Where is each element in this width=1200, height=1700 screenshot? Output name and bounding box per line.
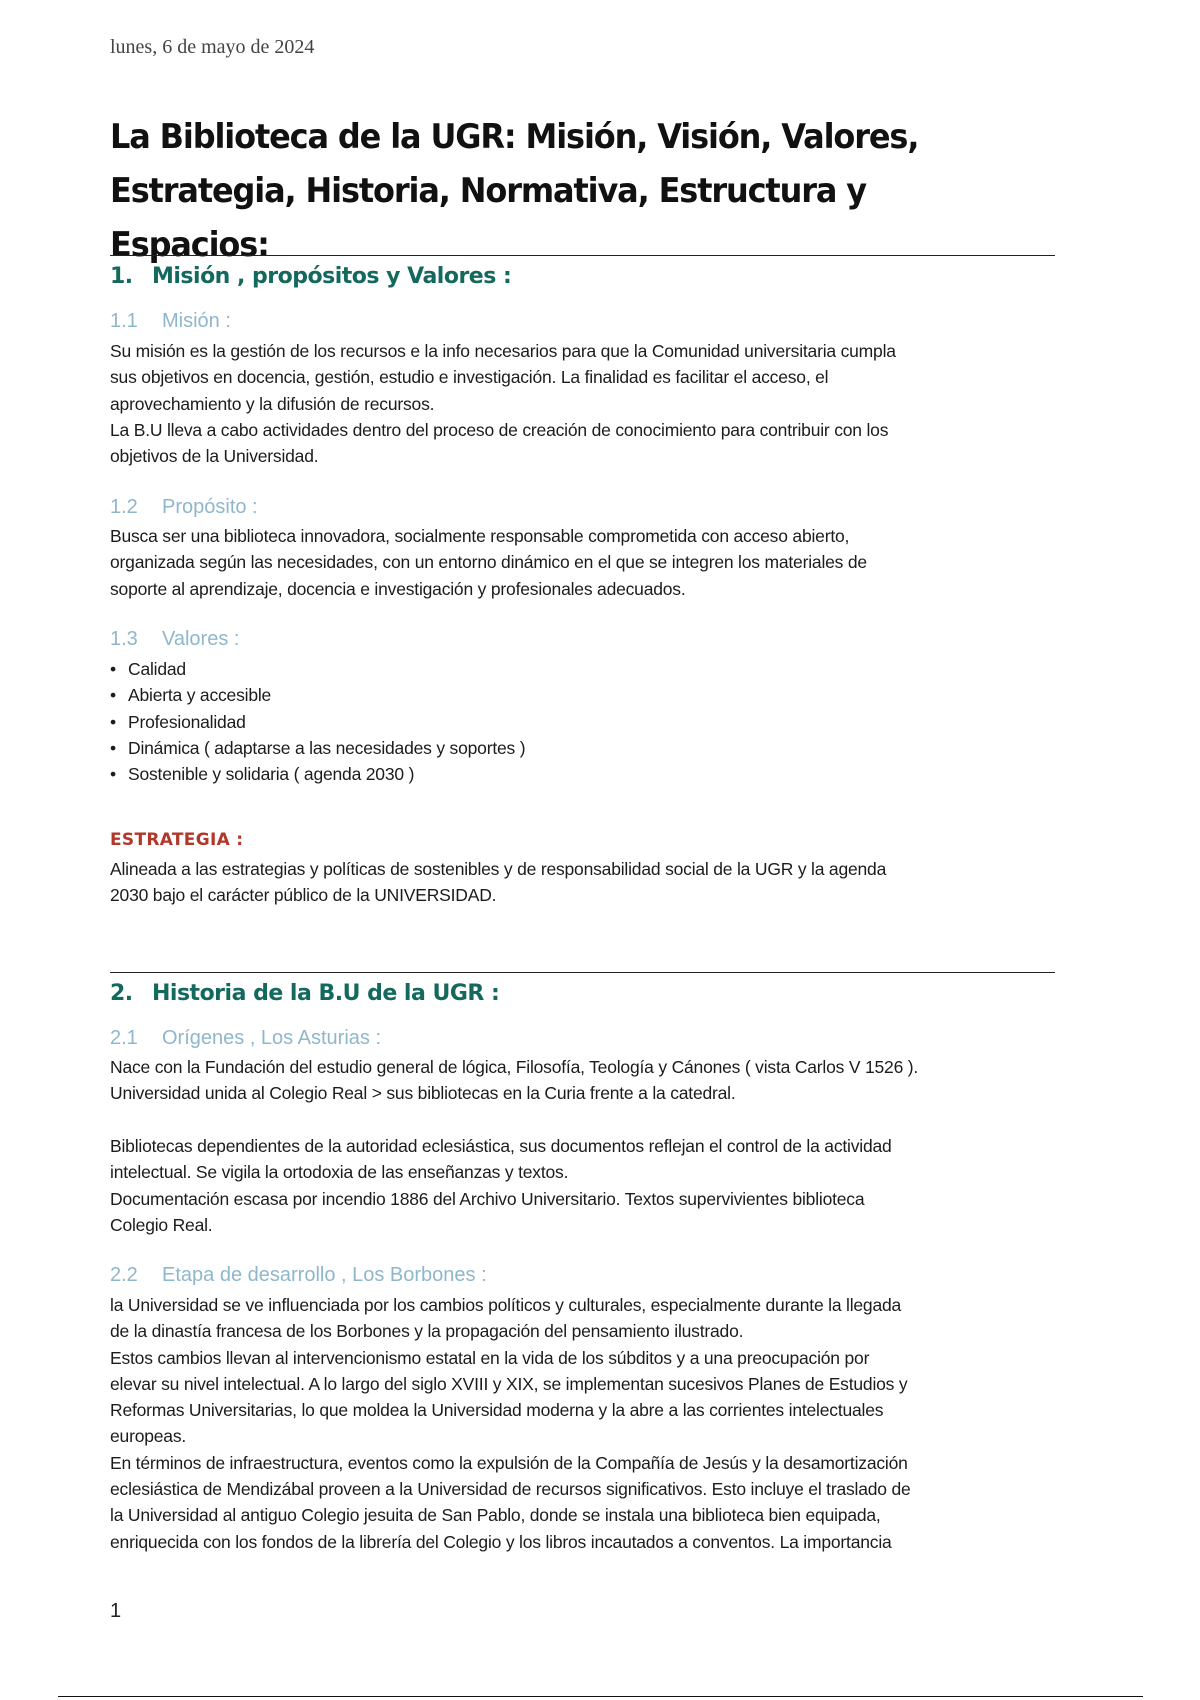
- valores-list: [110, 656, 1060, 787]
- text-line: europeas.: [110, 1426, 187, 1447]
- list-item: • Dinámica ( adaptarse a las necesidades y soportes ): [110, 735, 1060, 761]
- borbones-paragraph: [110, 1292, 1060, 1555]
- text-line: En términos de infraestructura, eventos como la expulsión de la Compañía de Jesús y la desamortización: [110, 1452, 908, 1473]
- subsection-2-2-title: Etapa de desarrollo , Los Borbones :: [162, 1264, 487, 1286]
- subsection-1-1-number: 1.1: [110, 310, 138, 332]
- text-line: Bibliotecas dependientes de la autoridad eclesiástica, sus documentos reflejan el control de la actividad: [110, 1136, 892, 1156]
- subsection-2-1-number: 2.1: [110, 1027, 138, 1049]
- estrategia-paragraph: [110, 856, 1060, 909]
- subsection-1-2-heading: [110, 496, 258, 519]
- list-item: • Calidad: [110, 656, 1060, 682]
- subsection-1-1-title: Misión :: [162, 310, 231, 332]
- text-line: la Universidad se ve influenciada por los cambios políticos y culturales, especialmente durante la llegada: [110, 1295, 902, 1315]
- subsection-1-1-heading: [110, 310, 231, 333]
- subsection-1-2-number: 1.2: [110, 496, 138, 518]
- text-line: eclesiástica de Mendizábal proveen a la Universidad de recursos significativos. Esto incluye el traslado de: [110, 1479, 911, 1500]
- section-2-heading: [110, 981, 499, 1006]
- footer-divider: [58, 1696, 1143, 1697]
- text-line: la Universidad al antiguo Colegio jesuita de San Pablo, donde se instala una biblioteca bien equipada,: [110, 1505, 881, 1526]
- section-2-title: Historia de la B.U de la UGR :: [152, 981, 500, 1006]
- list-item: • Sostenible y solidaria ( agenda 2030 ): [110, 761, 1060, 787]
- text-line: Alineada a las estrategias y políticas de sostenibles y de responsabilidad social de la UGR y la agenda: [110, 859, 887, 879]
- list-item: • Abierta y accesible: [110, 682, 1060, 708]
- document-title: La Biblioteca de la UGR: Misión, Visión, Valores, Estrategia, Historia, Normativa, Estructura y Espacios:: [110, 117, 919, 265]
- text-line: Documentación escasa por incendio 1886 del Archivo Universitario. Textos supervivientes biblioteca: [110, 1188, 865, 1209]
- section-2-number: 2.: [110, 981, 133, 1006]
- subsection-2-1-heading: [110, 1027, 381, 1050]
- mision-paragraph: [110, 338, 1060, 469]
- text-line: Colegio Real.: [110, 1214, 213, 1235]
- text-line: sus objetivos en docencia, gestión, estudio e investigación. La finalidad es facilitar el acceso, el: [110, 367, 829, 388]
- subsection-1-3-title: Valores :: [162, 628, 240, 650]
- text-line: Busca ser una biblioteca innovadora, socialmente responsable comprometida con acceso abierto,: [110, 526, 850, 546]
- text-line: Estos cambios llevan al intervencionismo estatal en la vida de los súbditos y a una preocupación por: [110, 1347, 870, 1368]
- subsection-1-2-title: Propósito :: [162, 496, 258, 518]
- text-line: de la dinastía francesa de los Borbones y la propagación del pensamiento ilustrado.: [110, 1321, 744, 1342]
- text-line: Reformas Universitarias, lo que moldea la Universidad moderna y la abre a las corrientes intelectuales: [110, 1400, 884, 1421]
- text-line: La B.U lleva a cabo actividades dentro del proceso de creación de conocimiento para contribuir con los: [110, 419, 889, 440]
- subsection-1-3-heading: [110, 628, 239, 651]
- text-line: soporte al aprendizaje, docencia e investigación y profesionales adecuados.: [110, 578, 686, 599]
- section-divider: [110, 972, 1055, 973]
- text-line: intelectual. Se vigila la ortodoxia de las enseñanzas y textos.: [110, 1162, 569, 1183]
- subsection-1-3-number: 1.3: [110, 628, 138, 650]
- estrategia-heading: ESTRATEGIA :: [110, 830, 244, 850]
- document-date: lunes, 6 de mayo de 2024: [110, 36, 315, 58]
- origenes-paragraph-1: [110, 1054, 1060, 1107]
- section-1-title: Misión , propósitos y Valores :: [152, 264, 512, 289]
- proposito-paragraph: [110, 523, 1060, 602]
- subsection-2-2-number: 2.2: [110, 1264, 138, 1286]
- origenes-paragraph-2: [110, 1133, 1060, 1238]
- text-line: organizada según las necesidades, con un entorno dinámico en el que se integren los materiales de: [110, 552, 867, 573]
- subsection-2-2-heading: [110, 1264, 487, 1287]
- section-1-number: 1.: [110, 264, 133, 289]
- list-item: • Profesionalidad: [110, 709, 1060, 735]
- text-line: Universidad unida al Colegio Real > sus bibliotecas en la Curia frente a la catedral.: [110, 1083, 736, 1104]
- text-line: enriquecida con los fondos de la librería del Colegio y los libros incautados a conventos. La importancia: [110, 1531, 892, 1552]
- section-divider: [110, 255, 1055, 256]
- text-line: elevar su nivel intelectual. A lo largo del siglo XVIII y XIX, se implementan sucesivos Planes de Estudios y: [110, 1373, 908, 1394]
- section-1-heading: [110, 264, 511, 289]
- subsection-2-1-title: Orígenes , Los Asturias :: [162, 1027, 381, 1049]
- page-number: 1: [110, 1600, 122, 1622]
- text-line: Su misión es la gestión de los recursos e la info necesarios para que la Comunidad universitaria cumpla: [110, 341, 896, 361]
- text-line: objetivos de la Universidad.: [110, 446, 319, 467]
- text-line: 2030 bajo el carácter público de la UNIVERSIDAD.: [110, 885, 497, 906]
- text-line: Nace con la Fundación del estudio general de lógica, Filosofía, Teología y Cánones ( vista Carlos V 1526 ).: [110, 1057, 919, 1077]
- text-line: aprovechamiento y la difusión de recursos.: [110, 393, 435, 414]
